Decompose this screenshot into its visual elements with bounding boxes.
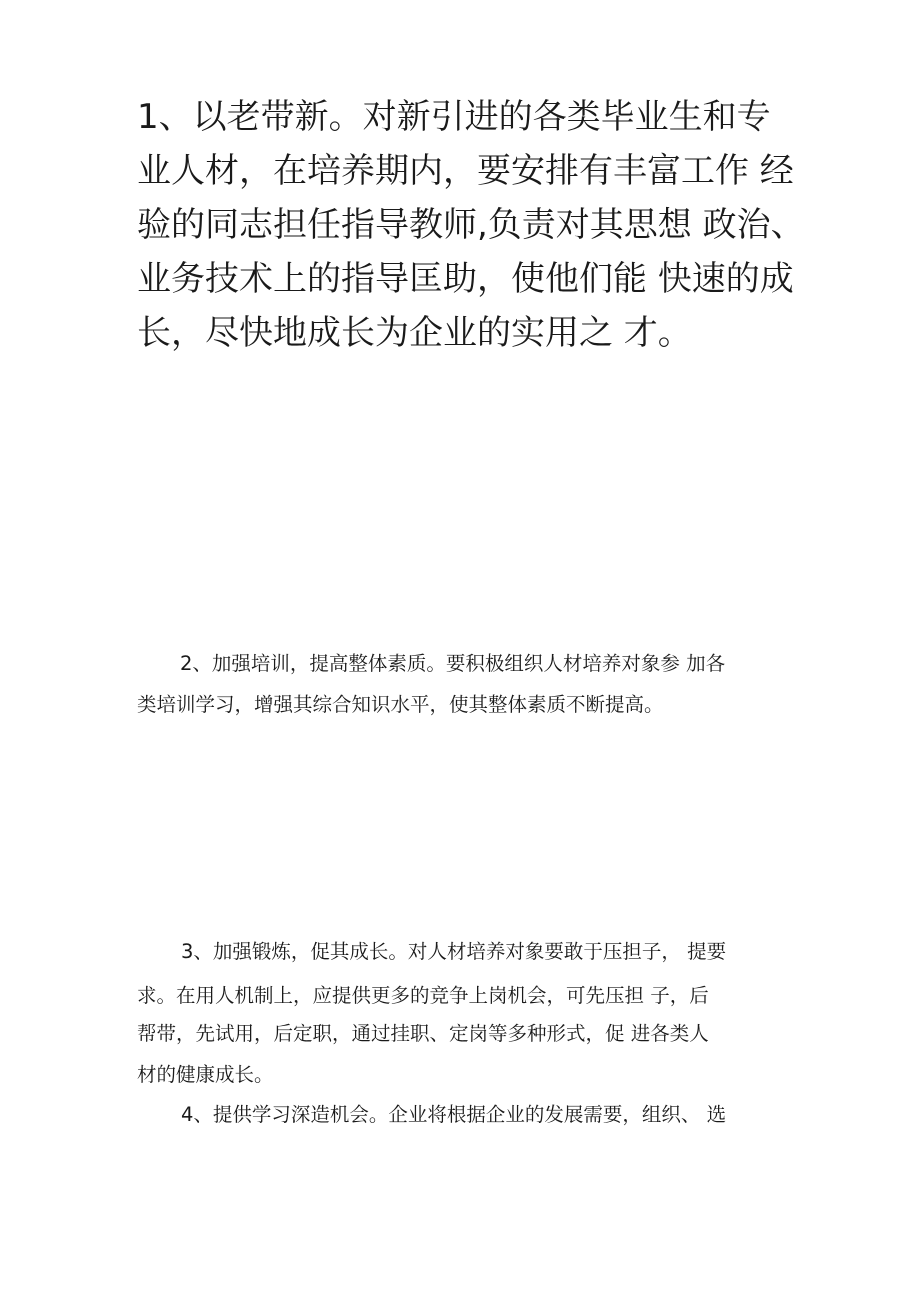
paragraph-2-line-1: 2、加强培训，提高整体素质。要积极组织人材培养对象参 加各 [180, 652, 726, 675]
paragraph-3-line-4: 材的健康成长。 [137, 1063, 274, 1086]
paragraph-4-line-1: 4、提供学习深造机会。企业将根据企业的发展需要，组织、 选 [181, 1103, 727, 1126]
paragraph-3-line-2: 求。在用人机制上，应提供更多的竞争上岗机会，可先压担 子，后 [137, 984, 709, 1007]
paragraph-2-line-2: 类培训学习，增强其综合知识水平，使其整体素质不断提高。 [137, 693, 664, 716]
paragraph-3-line-1: 3、加强锻炼，促其成长。对人材培养对象要敢于压担子， 提要 [181, 940, 727, 963]
paragraph-1-line-3: 验的同志担任指导教师,负责对其思想 政治、 [137, 205, 805, 245]
paragraph-1-line-1: 1、以老带新。对新引进的各类毕业生和专 [137, 97, 771, 137]
paragraph-1-line-5: 长，尽快地成长为企业的实用之 才。 [137, 313, 692, 353]
paragraph-3-line-3: 帮带，先试用，后定职，通过挂职、定岗等多种形式，促 进各类人 [137, 1022, 709, 1045]
paragraph-1-line-4: 业务技术上的指导匡助，使他们能 快速的成 [137, 259, 794, 299]
paragraph-1-line-2: 业人材，在培养期内，要安排有丰富工作 经 [137, 151, 794, 191]
